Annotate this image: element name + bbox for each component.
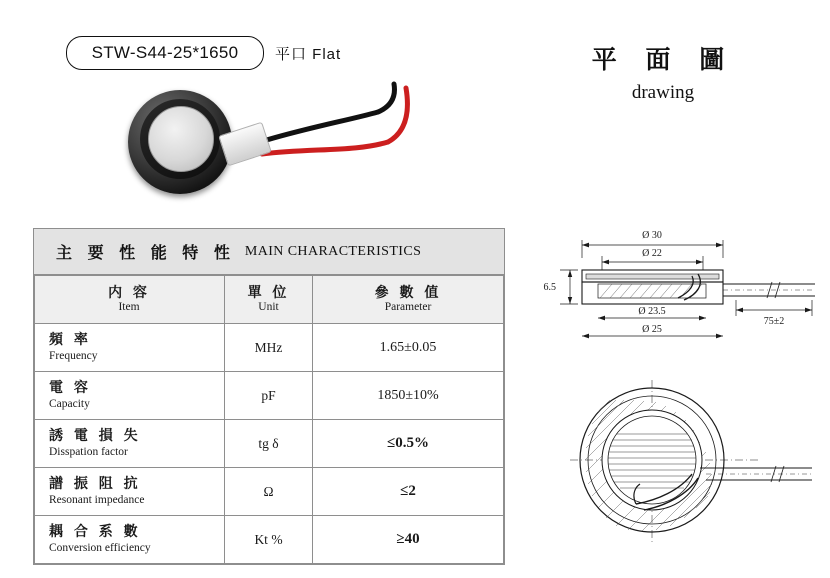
transducer-disc bbox=[128, 90, 232, 194]
table-header-row bbox=[35, 276, 504, 324]
plan-view bbox=[570, 380, 812, 542]
dim-thickness: 6.5 bbox=[543, 282, 556, 293]
row-item-conversion-cn: 耦 合 系 數 bbox=[49, 523, 141, 540]
column-header-item-en: Item bbox=[118, 300, 140, 313]
drawing-heading-en: drawing bbox=[631, 82, 695, 103]
row-parameter-frequency: 1.65±0.05 bbox=[313, 324, 504, 372]
drawing-heading-cn: 平 面 圖 bbox=[591, 45, 735, 74]
table-row bbox=[35, 468, 504, 516]
product-photo bbox=[110, 70, 440, 205]
row-parameter-capacity: 1850±10% bbox=[313, 372, 504, 420]
row-item-impedance-en: Resonant impedance bbox=[49, 493, 145, 506]
row-item-dissipation-cn: 誘 電 損 失 bbox=[49, 427, 141, 444]
row-item-impedance bbox=[35, 468, 225, 516]
column-header-parameter-cn: 參 數 值 bbox=[374, 284, 442, 301]
transducer-ring bbox=[140, 99, 220, 179]
dim-inner-diameter-mid: Ø 23.5 bbox=[638, 306, 666, 317]
column-header-parameter bbox=[313, 276, 504, 324]
product-model-badge bbox=[66, 36, 264, 70]
row-unit-frequency: MHz bbox=[225, 324, 313, 372]
column-header-parameter-en: Parameter bbox=[384, 300, 432, 313]
row-item-impedance-cn: 譜 振 阻 抗 bbox=[49, 475, 141, 492]
row-unit-capacity: pF bbox=[225, 372, 313, 420]
row-unit-conversion: Kt % bbox=[225, 516, 313, 564]
cross-section-view bbox=[544, 230, 816, 338]
row-item-frequency-en: Frequency bbox=[49, 349, 98, 362]
row-item-dissipation-en: Disspation factor bbox=[49, 445, 128, 458]
characteristics-table bbox=[33, 228, 505, 565]
table-row bbox=[35, 324, 504, 372]
table-row bbox=[35, 372, 504, 420]
product-flat-label: 平口 Flat bbox=[275, 46, 342, 63]
transducer-ceramic-face bbox=[148, 106, 214, 172]
row-parameter-dissipation: ≤0.5% bbox=[313, 420, 504, 468]
dim-outer-diameter: Ø 30 bbox=[642, 230, 662, 241]
row-item-frequency bbox=[35, 324, 225, 372]
table-body bbox=[34, 275, 504, 564]
table-title-cn: 主 要 性 能 特 性 bbox=[56, 243, 235, 262]
row-item-capacity bbox=[35, 372, 225, 420]
dim-inner-diameter-top: Ø 22 bbox=[642, 248, 662, 259]
row-item-frequency-cn: 頻 率 bbox=[49, 331, 91, 348]
table-title-en: MAIN CHARACTERISTICS bbox=[244, 243, 422, 259]
dim-inner-diameter-bottom: Ø 25 bbox=[642, 324, 662, 335]
row-item-capacity-en: Capacity bbox=[49, 397, 90, 410]
row-item-conversion bbox=[35, 516, 225, 564]
table-row bbox=[35, 516, 504, 564]
column-header-item bbox=[35, 276, 225, 324]
row-unit-dissipation: tg δ bbox=[225, 420, 313, 468]
column-header-unit-cn: 單 位 bbox=[247, 284, 290, 301]
dim-cable-length: 75±2 bbox=[763, 316, 785, 327]
column-header-unit bbox=[225, 276, 313, 324]
drawing-heading bbox=[563, 40, 763, 104]
column-header-item-cn: 内 容 bbox=[108, 284, 150, 301]
row-parameter-impedance: ≤2 bbox=[313, 468, 504, 516]
row-item-capacity-cn: 電 容 bbox=[49, 379, 91, 396]
row-item-conversion-en: Conversion efficiency bbox=[49, 541, 151, 554]
row-parameter-conversion: ≥40 bbox=[313, 516, 504, 564]
product-model-text: STW-S44-25*1650 bbox=[91, 43, 239, 62]
table-row bbox=[35, 420, 504, 468]
column-header-unit-en: Unit bbox=[258, 300, 279, 313]
technical-drawing bbox=[540, 212, 825, 562]
table-title bbox=[34, 229, 504, 275]
row-item-dissipation bbox=[35, 420, 225, 468]
row-unit-impedance: Ω bbox=[225, 468, 313, 516]
